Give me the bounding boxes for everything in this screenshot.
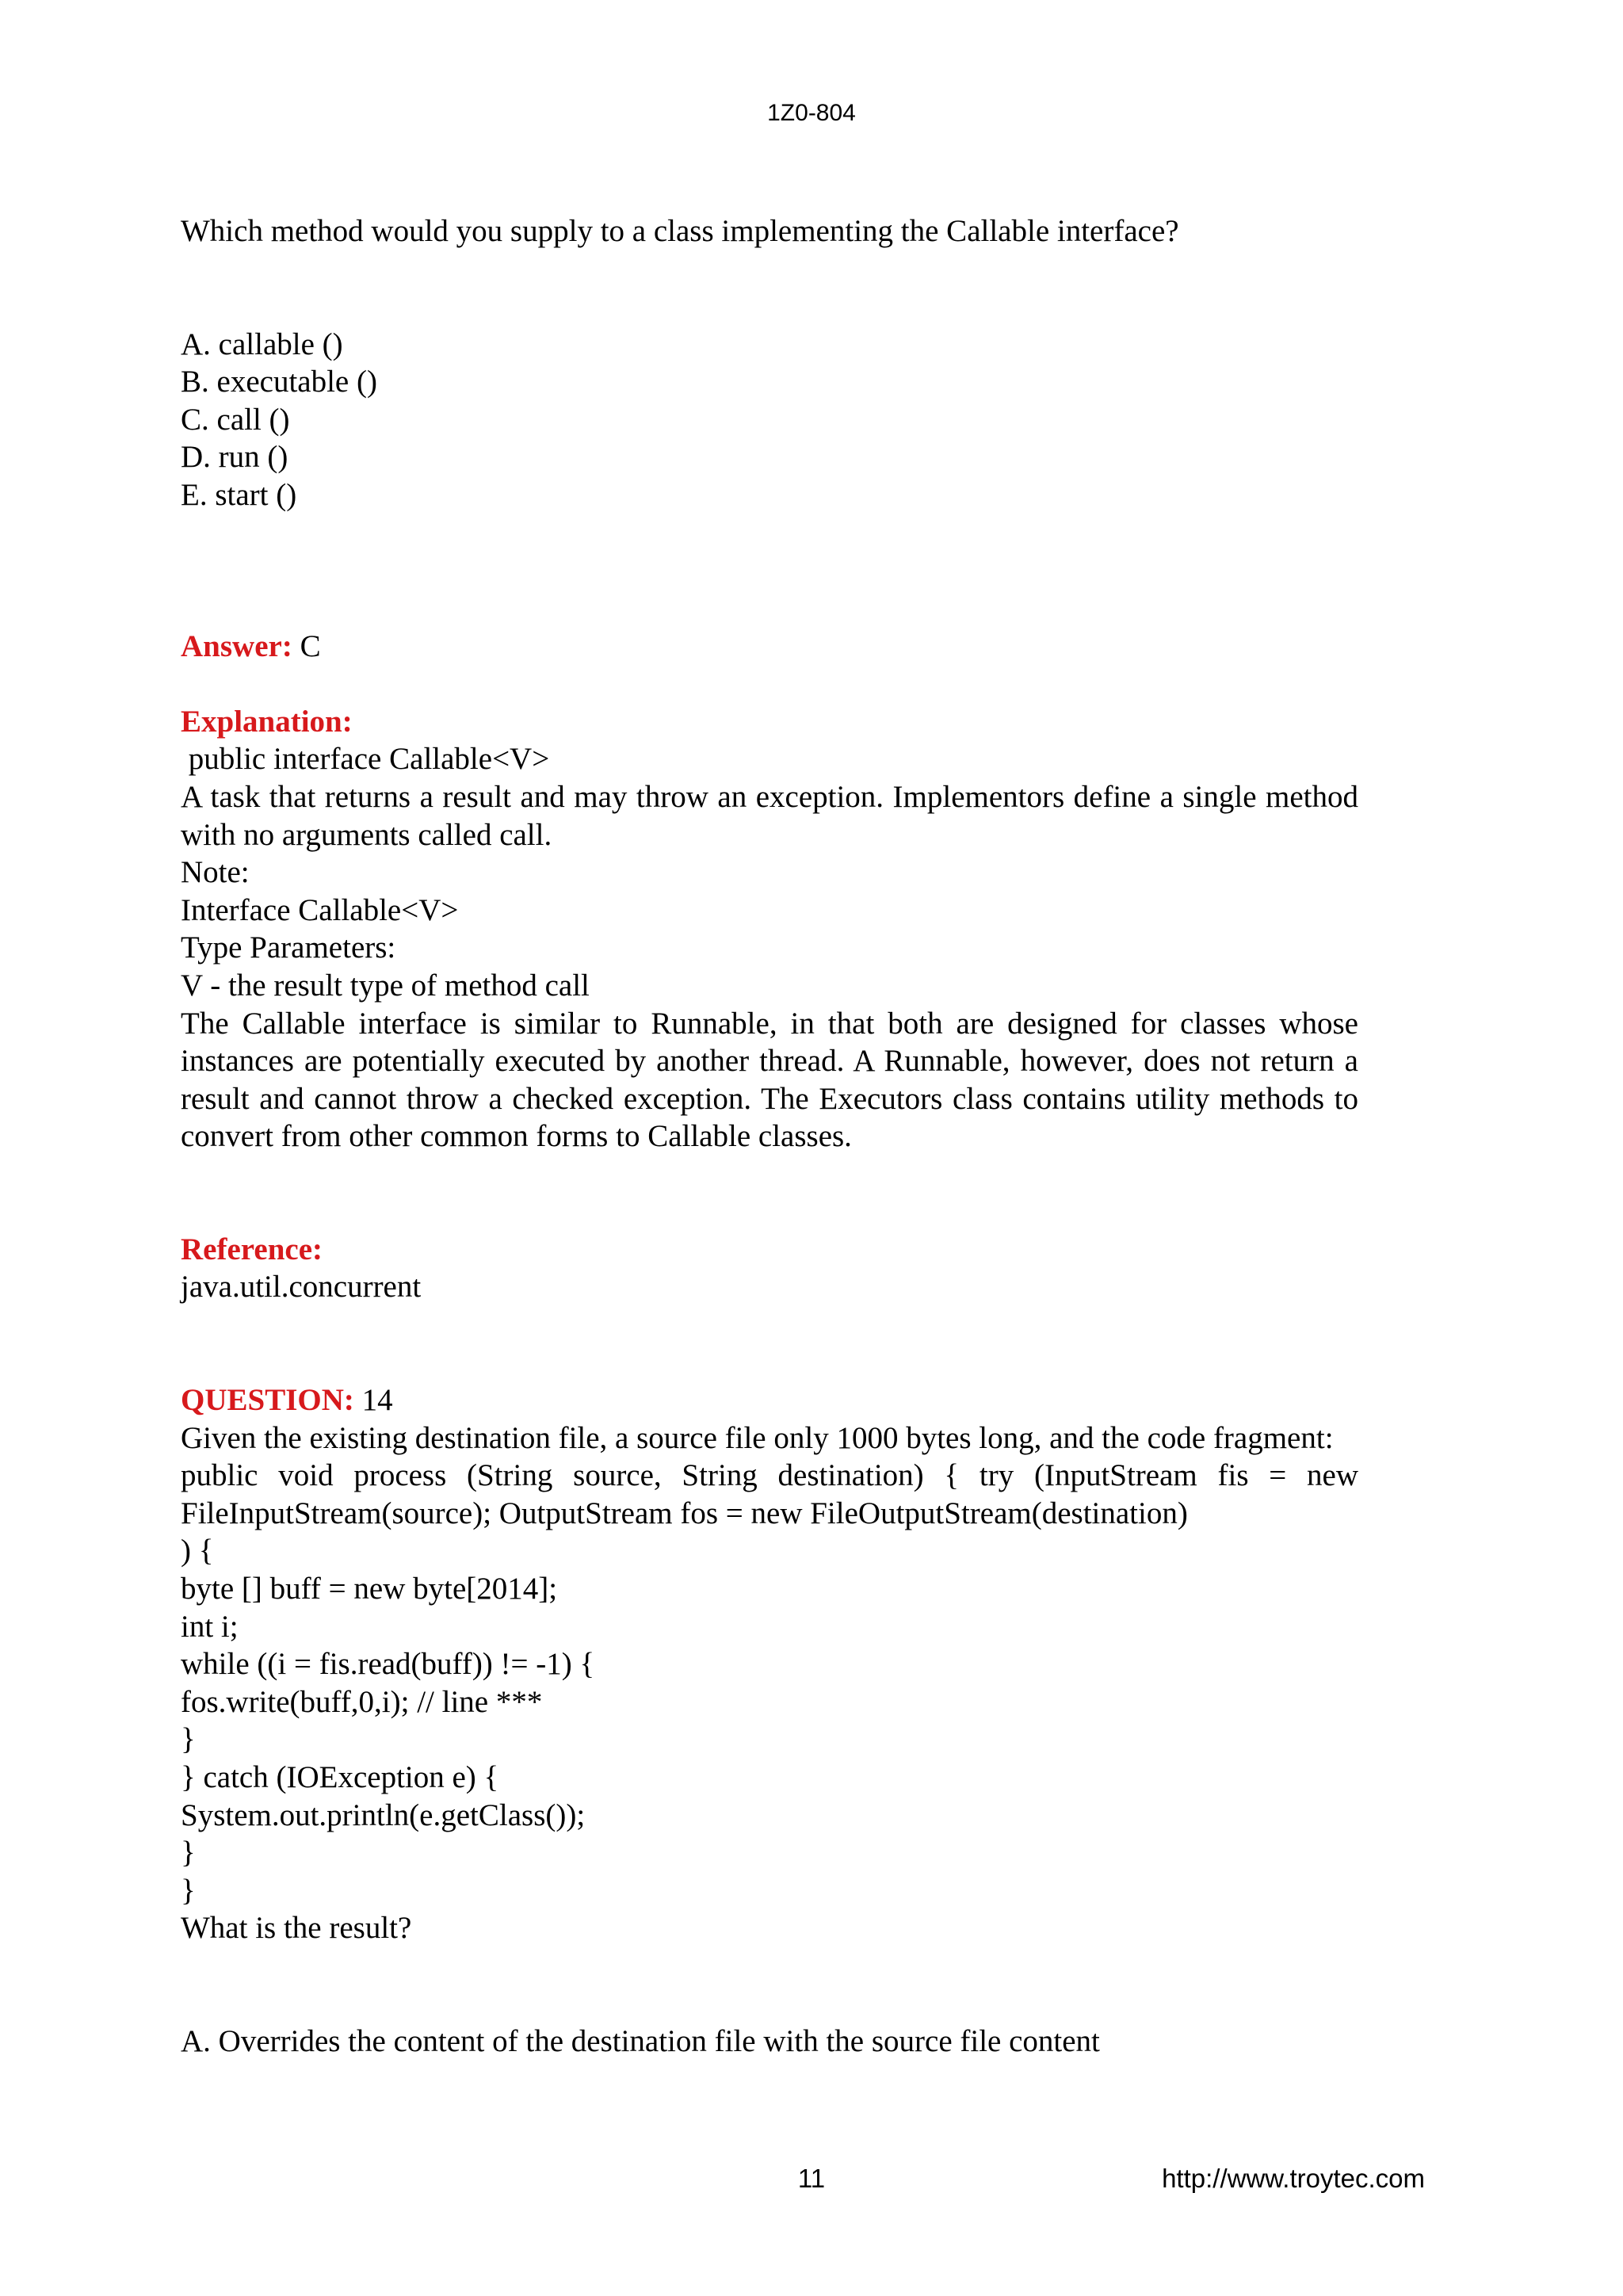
- answer-label: Answer:: [181, 628, 292, 663]
- code-line: ) {: [181, 1534, 214, 1568]
- explanation-paragraph-1: A task that returns a result and may throw an exception. Implementors define a single method with no arguments called call.: [181, 779, 1358, 852]
- explanation-line-4: Type Parameters:: [181, 930, 396, 965]
- option-d: D. run (): [181, 440, 288, 475]
- question-14-question: What is the result?: [181, 1911, 412, 1946]
- reference-value: java.util.concurrent: [181, 1270, 422, 1305]
- answer-value: C: [292, 628, 321, 663]
- reference-label: Reference:: [181, 1232, 323, 1266]
- question-label: QUESTION:: [181, 1383, 354, 1418]
- explanation-line-5: V - the result type of method call: [181, 968, 590, 1003]
- page-number: 11: [797, 2164, 826, 2193]
- question-prompt: Which method would you supply to a class implementing the Callable interface?: [181, 214, 1179, 248]
- code-line: byte [] buff = new byte[2014];: [181, 1572, 558, 1606]
- question-number: 14: [353, 1383, 393, 1418]
- answer-line: [181, 628, 1358, 666]
- code-line: while ((i = fis.read(buff)) != -1) {: [181, 1647, 595, 1682]
- page-header-code: 1Z0-804: [767, 100, 856, 126]
- code-line: } catch (IOException e) {: [181, 1760, 499, 1794]
- question-14-paragraph-2: public void process (String source, String destination) { try (InputStream fis = new FileInputStream(source); OutputStream fos = new FileOutputStream(destination): [181, 1458, 1358, 1530]
- option-a: A. callable (): [181, 327, 343, 361]
- explanation-line-1: public interface Callable<V>: [181, 742, 550, 777]
- question-14-option-a: A. Overrides the content of the destination file with the source file content: [181, 2023, 1100, 2058]
- option-e: E. start (): [181, 477, 297, 512]
- footer-url: http://www.troytec.com: [1162, 2164, 1425, 2193]
- code-line: int i;: [181, 1609, 239, 1644]
- code-line: }: [181, 1873, 196, 1908]
- code-line: }: [181, 1836, 196, 1870]
- page-content: [181, 212, 1358, 2061]
- code-line: }: [181, 1722, 196, 1757]
- option-b: B. executable (): [181, 365, 377, 399]
- explanation-paragraph-2: The Callable interface is similar to Runnable, in that both are designed for classes whose instances are potentially executed by another thread. A Runnable, however, does not return a result and cannot throw a checked exception. The Executors class contains utility methods to convert from other common forms to Callable classes.: [181, 1006, 1358, 1154]
- question-14-paragraph-1: Given the existing destination file, a source file only 1000 bytes long, and the code fragment:: [181, 1420, 1334, 1455]
- code-line: fos.write(buff,0,i); // line ***: [181, 1684, 543, 1719]
- explanation-line-3: Interface Callable<V>: [181, 892, 459, 927]
- question-heading: [181, 1381, 1358, 1419]
- option-c: C. call (): [181, 402, 290, 437]
- code-line: System.out.println(e.getClass());: [181, 1797, 586, 1832]
- explanation-label: Explanation:: [181, 704, 353, 739]
- explanation-line-2: Note:: [181, 855, 250, 890]
